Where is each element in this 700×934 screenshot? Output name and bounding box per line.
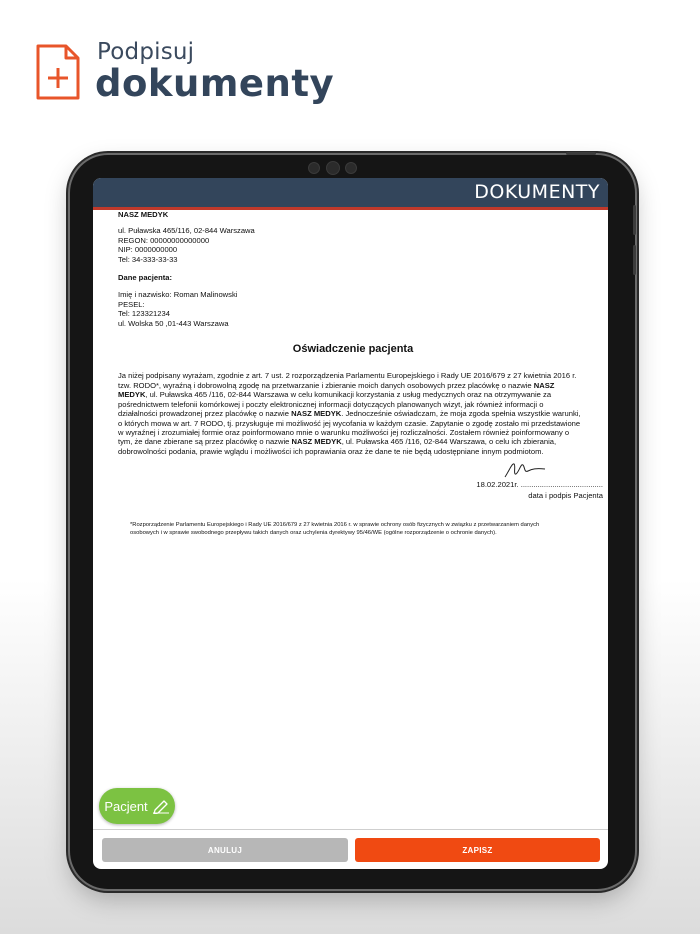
pen-icon (152, 798, 170, 814)
signature-caption: data i podpis Pacjenta (528, 491, 603, 501)
patient-pesel: PESEL: (118, 299, 145, 309)
volume-button (633, 245, 636, 275)
patient-address: ul. Wolska 50 ,01-443 Warszawa (118, 318, 229, 328)
app-screen (93, 178, 608, 869)
patient-name: Imię i nazwisko: Roman Malinowski (118, 290, 238, 300)
camera-dot (308, 162, 320, 174)
signature-date-line: 18.02.2021r. ....................................... (476, 480, 603, 490)
patient-sign-label: Pacjent (104, 798, 148, 814)
signature-area[interactable] (118, 456, 603, 506)
save-button[interactable]: ZAPISZ (355, 838, 600, 862)
volume-button (633, 205, 636, 235)
clinic-nip: NIP: 0000000000 (118, 245, 178, 255)
power-button (566, 152, 596, 155)
patient-phone: Tel: 123321234 (118, 309, 170, 319)
promo-subtitle: Podpisuj (97, 39, 195, 65)
rodo-footnote: *Rozporządzenie Parlamentu Europejskiego i Rady UE 2016/679 z 27 kwietnia 2016 r. w sprawie ochrony osób fizycznych w związku z przetwarzaniem danych osobowych i w sprawie swobodnego przepływu takich danych oraz uchylenia dyrektywy 95/46/WE (ogólne rozporządzenie o ochronie danych). (130, 522, 540, 536)
clinic-name: NASZ MEDYK (118, 210, 169, 219)
camera-lens (326, 161, 340, 175)
clinic-regon: REGON: 00000000000000 (118, 235, 210, 245)
clinic-address: ul. Puławska 465/116, 02-844 Warszawa (118, 226, 255, 236)
document-title: Oświadczenie pacjenta (292, 343, 414, 356)
clinic-phone: Tel: 34-333-33-33 (118, 254, 178, 264)
cancel-button[interactable]: ANULUJ (102, 838, 348, 862)
patient-sign-button[interactable] (99, 788, 175, 824)
sensor-dot (345, 162, 357, 174)
app-header-title: DOKUMENTY (474, 181, 600, 203)
patient-heading: Dane pacjenta: (118, 273, 173, 283)
consent-text: Ja niżej podpisany wyrażam, zgodnie z art. 7 ust. 2 rozporządzenia Parlamentu Europejskiego i Rady UE 2016/679 z 27 kwietnia 2016 r. tzw. RODO*, wyraźną i dobrowolną zgodę na przetwarzanie i zbieranie moich danych osobowych przez placówkę o nazwie NASZ MEDYK, ul. Puławska 465 /116, 02-844 Warszawa w celu komunikacji korzystania z usług medycznych oraz na otrzymywanie za pośrednictwem telefonii komórkowej i poczty elektronicznej informacji dotyczących planowanych wizyt, jak również informacji o działalności prowadzonej przez placówkę o nazwie NASZ MEDYK. Jednocześnie oświadczam, że moja zgoda spełnia wszystkie warunki, o których mowa w art. 7 RODO, tj. przysługuje mi możliwość jej wycofania w każdym czasie. Zapytanie o zgodę zostało mi przedstawione w wyraźnej i zrozumiałej formie oraz poinformowano mnie o warunku możliwości jej rozliczalności. Zostałem również poinformowany o tym, że dane zbierane są przez placówkę o nazwie NASZ MEDYK, ul. Puławska 465 /116, 02-844 Warszawa, o celu ich zbierania, dobrowolności podania, prawie wglądu i możliwości ich poprawiania oraz że dane te nie będą udostępniane innym podmiotom. (118, 371, 581, 456)
footer-divider (93, 829, 608, 830)
document-plus-icon (36, 44, 80, 100)
clinic-details (118, 226, 588, 264)
promo-title: dokumenty (95, 62, 335, 105)
signature-scribble (503, 459, 548, 481)
app-header (93, 178, 608, 210)
consent-document (118, 210, 603, 537)
patient-details (118, 290, 588, 328)
